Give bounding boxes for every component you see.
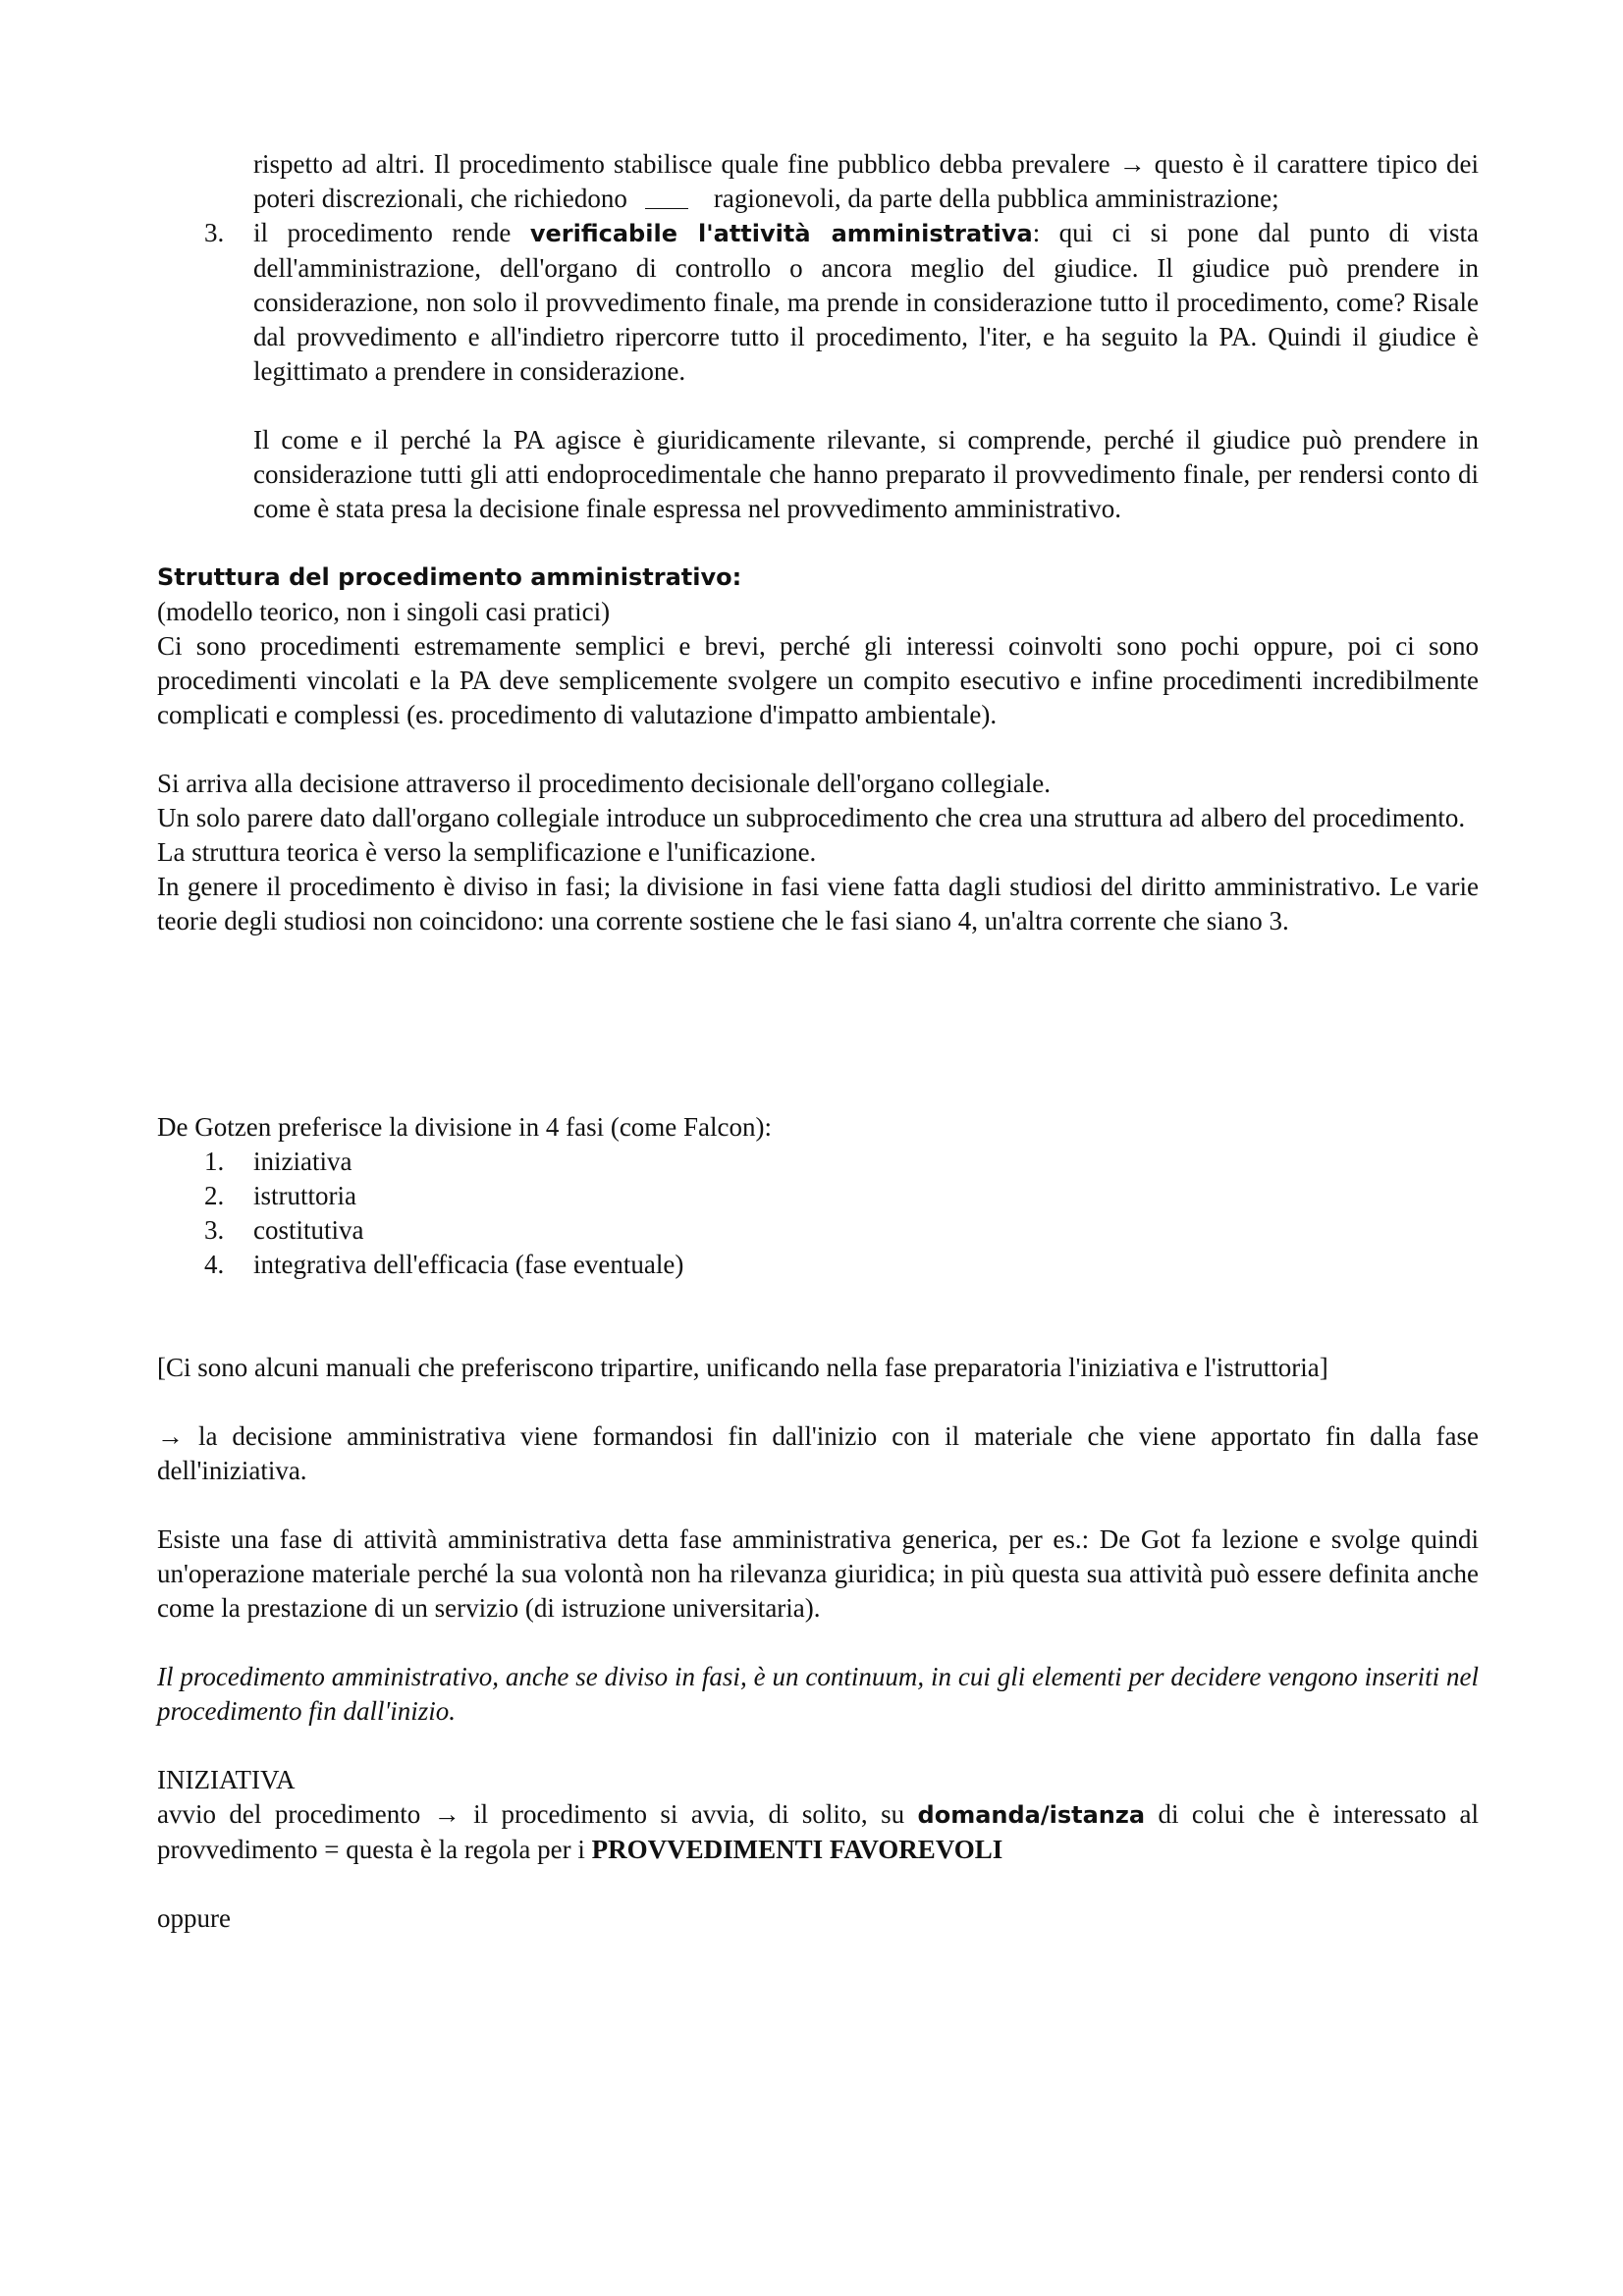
page-content: [157, 147, 1479, 1936]
iniziativa-paragraph: [157, 1797, 1479, 1867]
item3-paragraph: [253, 216, 1479, 389]
item3-bold-term: verificabile l'attività amministrativa: [529, 220, 1033, 247]
item3-text-pre: il procedimento rende: [253, 218, 530, 247]
fase-label: costitutiva: [253, 1215, 364, 1245]
fase-item: [157, 1248, 1479, 1282]
decisione-line-3: La struttura teorica è verso la semplificazione e l'unificazione.: [157, 837, 817, 867]
gotzen-intro: De Gotzen preferisce la divisione in 4 fasi (come Falcon):: [157, 1112, 773, 1142]
fase-label: integrativa dell'efficacia (fase eventuale): [253, 1250, 684, 1279]
struttura-section: [157, 561, 1479, 732]
generica-paragraph: Esiste una fase di attività amministrativa detta fase amministrativa generica, per es.: De Got fa lezione e svolge quindi un'operazione materiale perché la sua volontà non ha rilevanza giuridica; in più questa sua attività può essere definita anche come la prestazione di un servizio (di istruzione universitaria).: [157, 1524, 1479, 1623]
fase-label: iniziativa: [253, 1147, 352, 1176]
decisione-line-2: Un solo parere dato dall'organo collegiale introduce un subprocedimento che crea una struttura ad albero del procedimento.: [157, 803, 1466, 832]
iniziativa-bold-provvedimenti: PROVVEDIMENTI FAVOREVOLI: [591, 1835, 1003, 1864]
iniziativa-section: [157, 1763, 1479, 1867]
iniziativa-text-mid: di colui che è interessato al provvedimento = questa è la regola per i: [157, 1799, 1479, 1864]
oppure-text: oppure: [157, 1903, 231, 1933]
fase-number: 3.: [204, 1215, 225, 1245]
continuation-text-a: rispetto ad altri. Il procedimento stabilisce quale fine pubblico debba prevalere → questo è il carattere tipico dei poteri discrezionali, che richiedono: [253, 149, 1479, 213]
iniziativa-text-pre: avvio del procedimento → il procedimento si avvia, di solito, su: [157, 1799, 918, 1829]
struttura-subheading: (modello teorico, non i singoli casi pratici): [157, 597, 611, 626]
item3-paragraph-2: Il come e il perché la PA agisce è giuridicamente rilevante, si comprende, perché il giudice può prendere in considerazione tutti gli atti endoprocedimentale che hanno preparato il provvedimento finale, per rendersi conto di come è stata presa la decisione finale espressa nel provvedimento amministrativo.: [253, 425, 1479, 523]
italic-paragraph: Il procedimento amministrativo, anche se diviso in fasi, è un continuum, in cui gli elementi per decidere vengono inseriti nel procedimento fin dall'inizio.: [157, 1662, 1479, 1726]
struttura-heading: Struttura del procedimento amministrativo:: [157, 563, 742, 591]
item3-text-post: : qui ci si pone dal punto di vista dell'amministrazione, dell'organo di controllo o ancora meglio del giudice. Il giudice può prendere in considerazione, non solo il provvedimento finale, ma prende in considerazione tutto il procedimento, come? Risale dal provvedimento e all'indietro ripercorre tutto il procedimento, l'iter, e ha seguito la PA. Quindi il giudice è legittimato a prendere in considerazione.: [253, 218, 1480, 386]
blank-line: [645, 183, 688, 209]
continuation-paragraph: [253, 147, 1479, 216]
fase-item: [157, 1213, 1479, 1248]
fase-number: 4.: [204, 1250, 225, 1279]
struttura-paragraph: Ci sono procedimenti estremamente semplici e brevi, perché gli interessi coinvolti sono pochi oppure, poi ci sono procedimenti vincolati e la PA deve semplicemente svolgere un compito esecutivo e infine procedimenti incredibilmente complicati e complessi (es. procedimento di valutazione d'impatto ambientale).: [157, 631, 1479, 729]
iniziativa-bold-domanda: domanda/istanza: [917, 1801, 1146, 1829]
continuation-text-b: ragionevoli, da parte della pubblica amministrazione;: [713, 184, 1279, 213]
fase-item: [157, 1179, 1479, 1213]
manuali-paragraph: [Ci sono alcuni manuali che preferiscono tripartire, unificando nella fase preparatoria l'iniziativa e l'istruttoria]: [157, 1353, 1328, 1382]
fase-number: 1.: [204, 1147, 225, 1176]
fase-item: [157, 1145, 1479, 1179]
list-item-2-continuation: [157, 147, 1479, 216]
gotzen-section: [157, 1110, 1479, 1282]
decisione-section: [157, 767, 1479, 938]
decisione-line-4: In genere il procedimento è diviso in fasi; la divisione in fasi viene fatta dagli studiosi del diritto amministrativo. Le varie teorie degli studiosi non coincidono: una corrente sostiene che le fasi siano 4, un'altra corrente che siano 3.: [157, 872, 1479, 935]
list-number: 3.: [204, 218, 225, 247]
iniziativa-heading: INIZIATIVA: [157, 1765, 296, 1794]
decisione-line-1: Si arriva alla decisione attraverso il procedimento decisionale dell'organo collegiale.: [157, 769, 1052, 798]
fase-label: istruttoria: [253, 1181, 356, 1210]
fase-number: 2.: [204, 1181, 225, 1210]
list-item-3: [157, 216, 1479, 526]
arrow-paragraph: → la decisione amministrativa viene formandosi fin dall'inizio con il materiale che viene apportato fin dalla fase dell'iniziativa.: [157, 1421, 1479, 1485]
